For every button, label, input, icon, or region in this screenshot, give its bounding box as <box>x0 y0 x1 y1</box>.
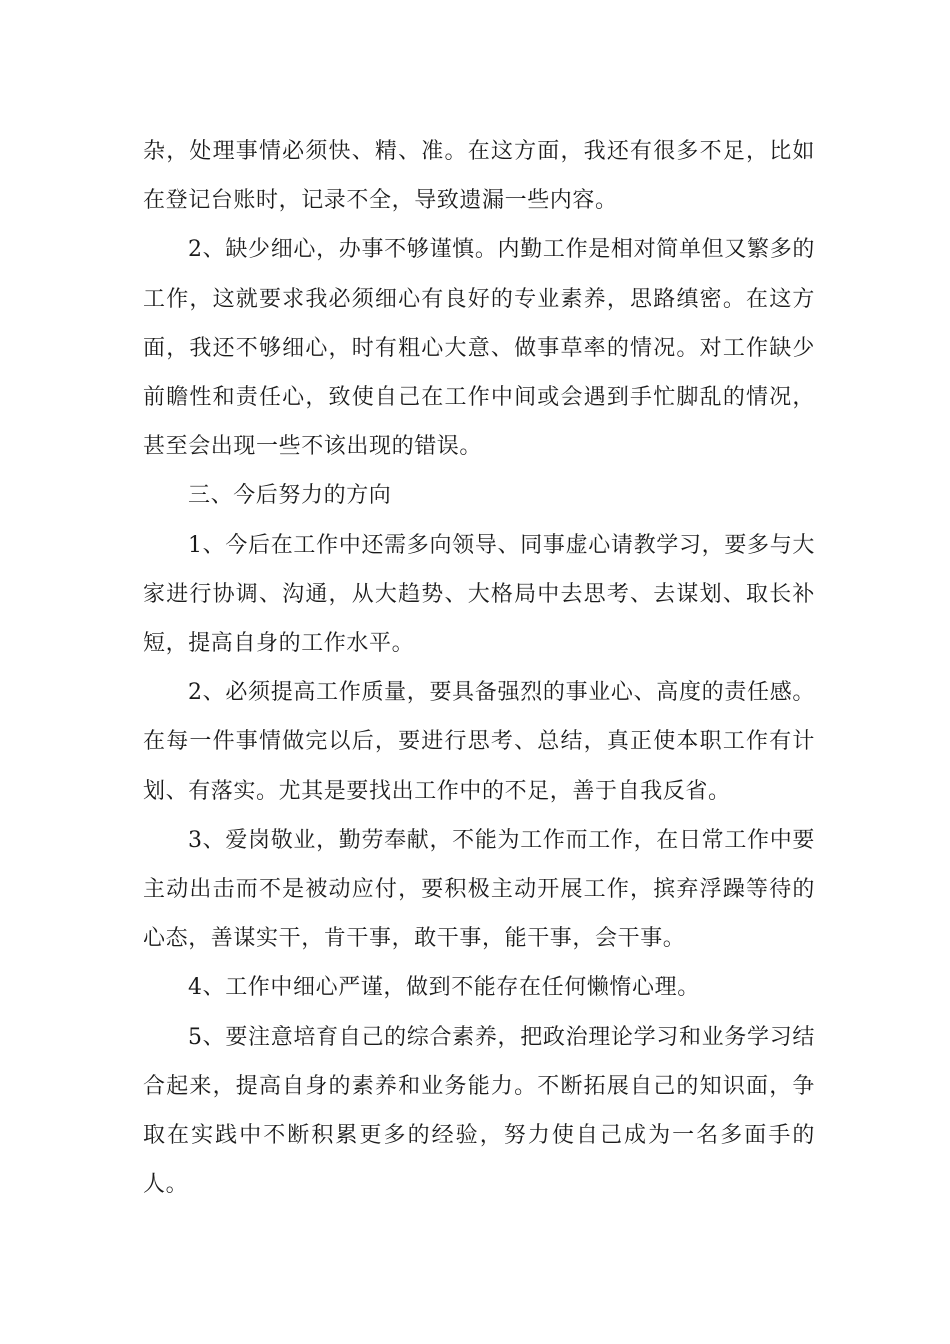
paragraph-future-point-5: 5、要注意培育自己的综合素养，把政治理论学习和业务学习结合起来，提高自身的素养和业务能力。不断拓展自己的知识面，争取在实践中不断积累更多的经验，努力使自己成为一名多面手的人。 <box>143 1024 815 1198</box>
section-heading-future-direction: 三、今后努力的方向 <box>188 483 392 509</box>
paragraph-future-point-1: 1、今后在工作中还需多向领导、同事虚心请教学习，要多与大家进行协调、沟通，从大趋势、大格局中去思考、去谋划、取长补短，提高自身的工作水平。 <box>143 532 815 657</box>
paragraph-point-2-lack-of-care: 2、缺少细心，办事不够谨慎。内勤工作是相对简单但又繁多的工作，这就要求我必须细心有良好的专业素养，思路缜密。在这方面，我还不够细心，时有粗心大意、做事草率的情况。对工作缺少前瞻性和责任心，致使自己在工作中间或会遇到手忙脚乱的情况，甚至会出现一些不该出现的错误。 <box>143 237 815 460</box>
document-body <box>143 127 815 1209</box>
paragraph-future-point-2: 2、必须提高工作质量，要具备强烈的事业心、高度的责任感。在每一件事情做完以后，要进行思考、总结，真正使本职工作有计划、有落实。尤其是要找出工作中的不足，善于自我反省。 <box>143 680 815 804</box>
paragraph-continuation: 杂，处理事情必须快、精、准。在这方面，我还有很多不足，比如在登记台账时，记录不全，导致遗漏一些内容。 <box>143 139 815 214</box>
paragraph-future-point-3: 3、爱岗敬业，勤劳奉献，不能为工作而工作，在日常工作中要主动出击而不是被动应付，要积极主动开展工作，摈弃浮躁等待的心态，善谋实干，肯干事，敢干事，能干事，会干事。 <box>143 827 815 952</box>
paragraph-future-point-4: 4、工作中细心严谨，做到不能存在任何懒惰心理。 <box>188 975 700 1001</box>
